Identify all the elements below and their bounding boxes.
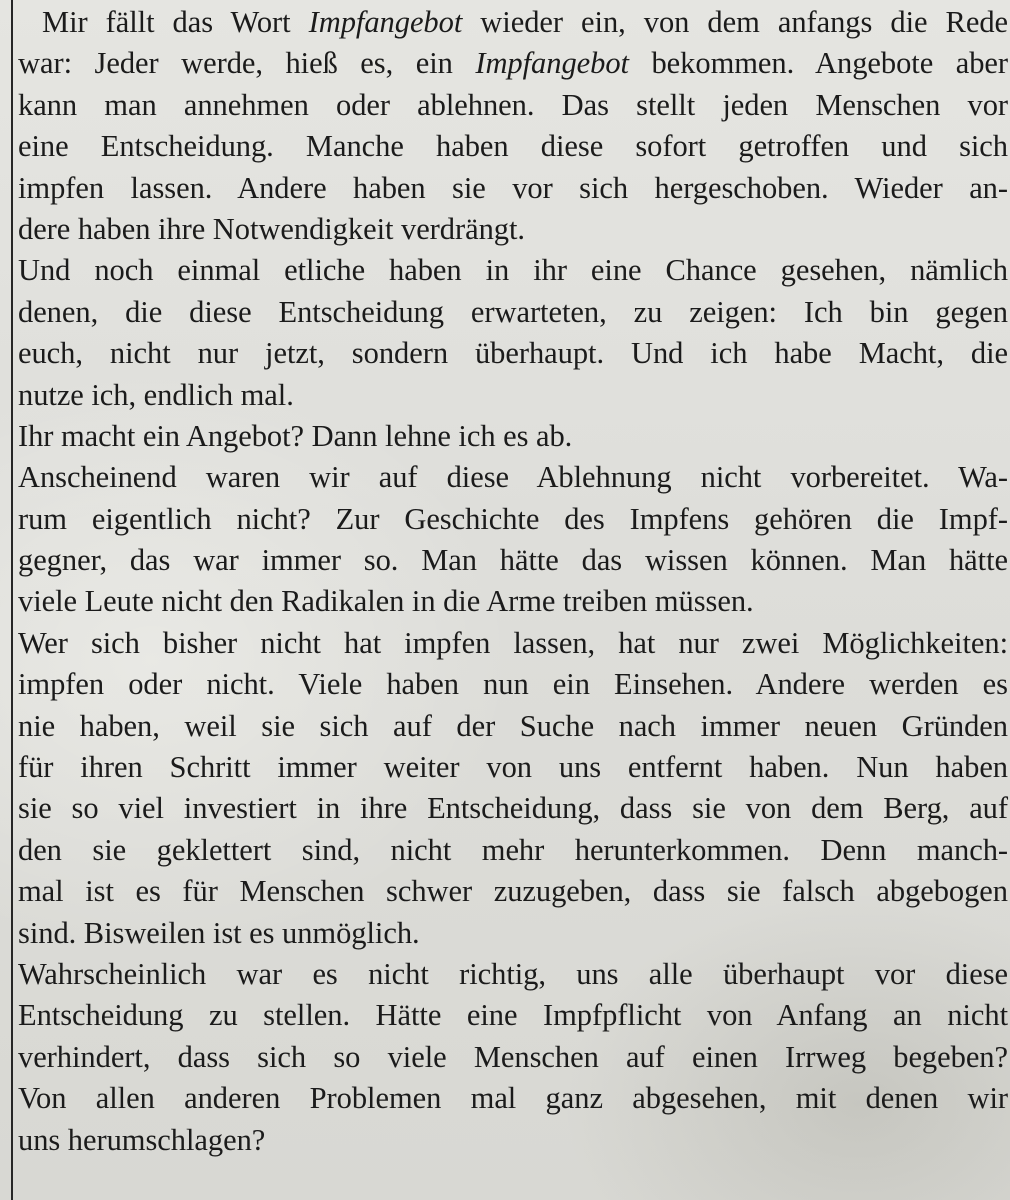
text-line-20: sie so viel investiert in ihre Entscheidung, dass sie von dem Berg, auf [18, 791, 1008, 826]
text-line-12: Anscheinend waren wir auf diese Ablehnung nicht vorbereitet. Wa- [18, 460, 1008, 495]
text-line-10: nutze ich, endlich mal. [18, 377, 294, 412]
text-line-22: mal ist es für Menschen schwer zuzugeben, dass sie falsch abgebogen [18, 874, 1008, 909]
text-line-4: eine Entscheidung. Manche haben diese sofort getroffen und sich [18, 129, 1008, 164]
text-line-5: impfen lassen. Andere haben sie vor sich hergeschoben. Wieder an- [18, 170, 1008, 205]
text-line-8: denen, die diese Entscheidung erwarteten, zu zeigen: Ich bin gegen [18, 294, 1008, 329]
book-text [18, 2, 1008, 1161]
text-line-26: verhindert, dass sich so viele Menschen auf einen Irrweg begeben? [18, 1039, 1008, 1074]
text-line-16: Wer sich bisher nicht hat impfen lassen, hat nur zwei Möglichkeiten: [18, 625, 1008, 660]
text-line-17: impfen oder nicht. Viele haben nun ein Einsehen. Andere werden es [18, 667, 1008, 702]
text-line-24: Wahrscheinlich war es nicht richtig, uns alle überhaupt vor diese [18, 956, 1008, 991]
text-line-28: uns herumschlagen? [18, 1122, 266, 1157]
text-line-27: Von allen anderen Problemen mal ganz abgesehen, mit denen wir [18, 1081, 1008, 1116]
margin-rule [11, 0, 13, 1200]
text-line-15: viele Leute nicht den Radikalen in die Arme treiben müssen. [18, 584, 754, 619]
text-line-1: Mir fällt das Wort Impfangebot wieder ein, von dem anfangs die Rede [42, 5, 1009, 39]
text-line-19: für ihren Schritt immer weiter von uns entfernt haben. Nun haben [18, 750, 1008, 785]
text-line-6: dere haben ihre Notwendigkeit verdrängt. [18, 211, 525, 246]
text-line-21: den sie geklettert sind, nicht mehr herunterkommen. Denn manch- [18, 832, 1008, 867]
text-line-18: nie haben, weil sie sich auf der Suche nach immer neuen Gründen [18, 708, 1008, 743]
text-line-11: Ihr macht ein Angebot? Dann lehne ich es ab. [18, 418, 573, 453]
text-line-7: Und noch einmal etliche haben in ihr eine Chance gesehen, nämlich [18, 253, 1008, 288]
text-line-25: Entscheidung zu stellen. Hätte eine Impfpflicht von Anfang an nicht [18, 998, 1008, 1033]
text-line-23: sind. Bisweilen ist es unmöglich. [18, 915, 420, 950]
text-line-9: euch, nicht nur jetzt, sondern überhaupt. Und ich habe Macht, die [18, 336, 1008, 371]
text-line-13: rum eigentlich nicht? Zur Geschichte des Impfens gehören die Impf- [18, 501, 1008, 536]
text-line-3: kann man annehmen oder ablehnen. Das stellt jeden Menschen vor [18, 87, 1008, 122]
text-line-2: war: Jeder werde, hieß es, ein Impfangebot bekommen. Angebote aber [18, 46, 1008, 81]
text-line-14: gegner, das war immer so. Man hätte das wissen können. Man hätte [18, 543, 1008, 578]
